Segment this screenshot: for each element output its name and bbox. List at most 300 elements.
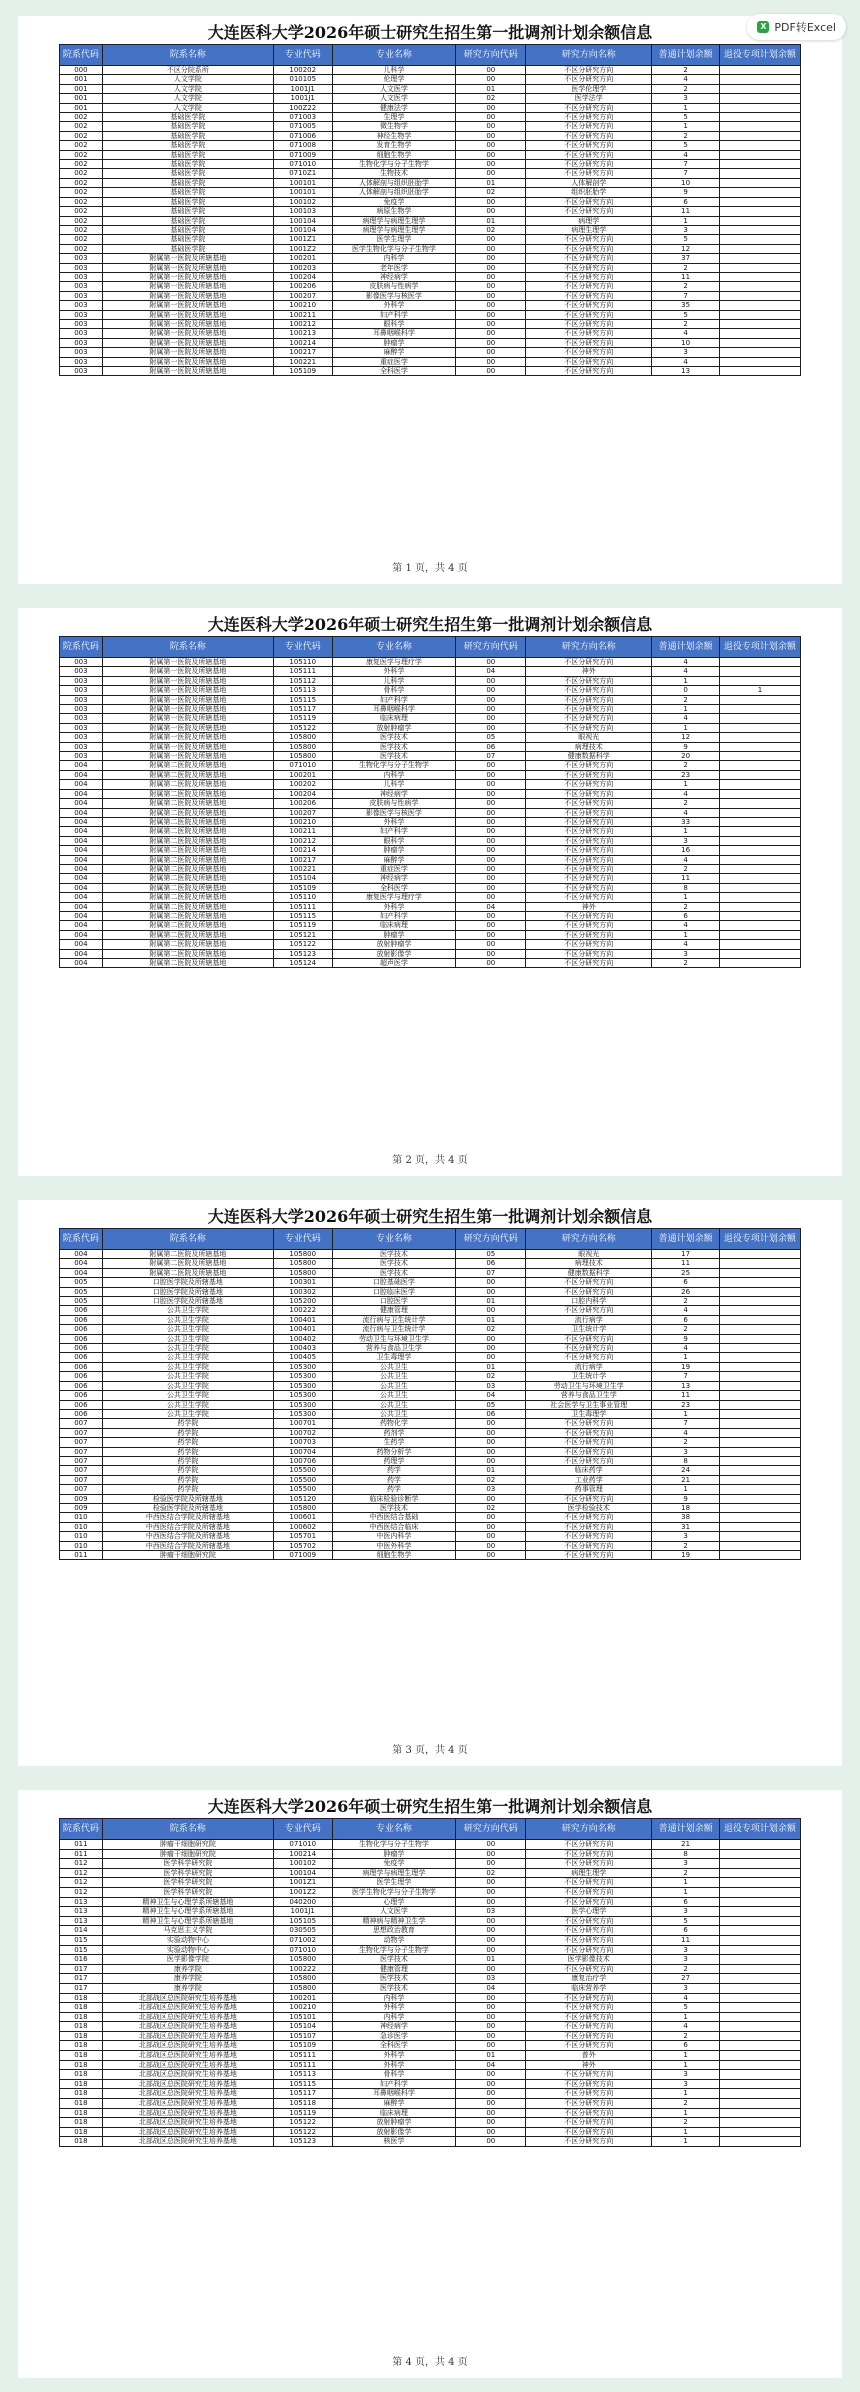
table-cell: 2 xyxy=(652,1964,720,1974)
table-cell: 105110 xyxy=(273,658,332,667)
table-row xyxy=(60,1897,801,1907)
table-cell: 病理技术 xyxy=(526,742,652,751)
table-cell xyxy=(719,1945,800,1955)
table-cell: 100104 xyxy=(273,1868,332,1878)
table-row xyxy=(60,84,801,93)
table-row xyxy=(60,855,801,864)
table-cell: 不区分研究方向 xyxy=(526,864,652,873)
table-cell: 00 xyxy=(456,113,526,122)
table-row xyxy=(60,2118,801,2128)
header-row xyxy=(60,45,801,66)
table-row xyxy=(60,733,801,742)
table-cell: 眼视光 xyxy=(526,733,652,742)
table-cell: 不区分研究方向 xyxy=(526,2041,652,2051)
table-row xyxy=(60,282,801,291)
table-cell: 100212 xyxy=(273,319,332,328)
table-cell: 不区分研究方向 xyxy=(526,789,652,798)
column-header: 研究方向代码 xyxy=(456,1819,526,1840)
table-cell: 105111 xyxy=(273,902,332,911)
table-cell: 不区分研究方向 xyxy=(526,1522,652,1531)
table-cell: 16 xyxy=(652,846,720,855)
table-cell: 不区分研究方向 xyxy=(526,2108,652,2118)
table-row xyxy=(60,94,801,103)
table-cell: 神经病学 xyxy=(332,789,456,798)
table-cell: 00 xyxy=(456,367,526,376)
table-cell: 基础医学院 xyxy=(102,178,273,187)
table-row xyxy=(60,921,801,930)
table-cell: 中西医结合基础 xyxy=(332,1513,456,1522)
table-cell xyxy=(719,329,800,338)
table-cell xyxy=(719,282,800,291)
table-cell: 105101 xyxy=(273,2012,332,2022)
table-cell: 3 xyxy=(652,1907,720,1917)
table-cell: 重症医学 xyxy=(332,357,456,366)
table-cell: 人体解剖与组织胚胎学 xyxy=(332,188,456,197)
table-cell: 不区分研究方向 xyxy=(526,2003,652,2013)
table-cell: 03 xyxy=(456,1907,526,1917)
table-cell: 010 xyxy=(60,1532,103,1541)
column-header: 院系代码 xyxy=(60,1229,103,1250)
table-cell: 004 xyxy=(60,902,103,911)
page-footer: 第 1 页，共 4 页 xyxy=(392,563,468,574)
table-cell: 附属第二医院及所辖基地 xyxy=(102,808,273,817)
table-cell: 018 xyxy=(60,2041,103,2051)
table-cell: 2 xyxy=(652,66,720,75)
table-cell: 100102 xyxy=(273,1859,332,1869)
table-cell: 04 xyxy=(456,1391,526,1400)
table-cell: 003 xyxy=(60,676,103,685)
table-cell: 004 xyxy=(60,940,103,949)
table-cell: 急诊医学 xyxy=(332,2031,456,2041)
table-cell: 马克思主义学院 xyxy=(102,1926,273,1936)
table-cell: 105500 xyxy=(273,1466,332,1475)
table-cell: 公共卫生学院 xyxy=(102,1325,273,1334)
table-cell: 附属第二医院及所辖基地 xyxy=(102,930,273,939)
table-cell: 04 xyxy=(456,667,526,676)
table-cell: 附属第一医院及所辖基地 xyxy=(102,282,273,291)
table-row xyxy=(60,197,801,206)
table-cell xyxy=(719,2031,800,2041)
table-cell: 中医内科学 xyxy=(332,1532,456,1541)
table-cell: 105105 xyxy=(273,1916,332,1926)
table-row xyxy=(60,319,801,328)
table-row xyxy=(60,1362,801,1371)
table-cell: 生物化学与分子生物学 xyxy=(332,160,456,169)
table-cell: 不区分院系所 xyxy=(102,66,273,75)
table-cell: 放射影像学 xyxy=(332,949,456,958)
table-cell: 018 xyxy=(60,2137,103,2147)
column-header: 研究方向代码 xyxy=(456,45,526,66)
column-header: 退役专项计划余额 xyxy=(719,1819,800,1840)
table-cell: 00 xyxy=(456,235,526,244)
table-cell xyxy=(719,1428,800,1437)
table-cell: 006 xyxy=(60,1391,103,1400)
table-cell: 4 xyxy=(652,1306,720,1315)
table-row xyxy=(60,150,801,159)
table-cell: 北部战区总医院研究生培养基地 xyxy=(102,2118,273,2128)
table-cell: 00 xyxy=(456,695,526,704)
table-cell: 00 xyxy=(456,160,526,169)
table-cell xyxy=(719,1419,800,1428)
column-header: 普通计划余额 xyxy=(652,637,720,658)
table-cell: 071003 xyxy=(273,113,332,122)
table-cell xyxy=(719,1840,800,1850)
table-cell: 105115 xyxy=(273,2079,332,2089)
table-cell: 附属第二医院及所辖基地 xyxy=(102,883,273,892)
column-header: 专业名称 xyxy=(332,45,456,66)
table-cell: 不区分研究方向 xyxy=(526,338,652,347)
table-cell: 2 xyxy=(652,263,720,272)
table-cell: 组织胚胎学 xyxy=(526,188,652,197)
table-cell: 5 xyxy=(652,141,720,150)
table-row xyxy=(60,1907,801,1917)
table-cell: 003 xyxy=(60,338,103,347)
table-cell: 100213 xyxy=(273,329,332,338)
table-cell: 100706 xyxy=(273,1456,332,1465)
table-cell: 00 xyxy=(456,66,526,75)
table-row xyxy=(60,235,801,244)
table-row xyxy=(60,723,801,732)
table-cell: 9 xyxy=(652,188,720,197)
table-cell: 口腔临床医学 xyxy=(332,1287,456,1296)
table-row xyxy=(60,291,801,300)
table-cell: 不区分研究方向 xyxy=(526,1945,652,1955)
table-row xyxy=(60,789,801,798)
table-cell: 00 xyxy=(456,1859,526,1869)
table-cell: 不区分研究方向 xyxy=(526,705,652,714)
table-cell xyxy=(719,1551,800,1560)
table-cell: 003 xyxy=(60,752,103,761)
table-cell: 00 xyxy=(456,799,526,808)
table-row xyxy=(60,949,801,958)
table-cell: 00 xyxy=(456,1887,526,1897)
table-cell: 劳动卫生与环境卫生学 xyxy=(332,1334,456,1343)
table-cell: 20 xyxy=(652,752,720,761)
table-cell: 07 xyxy=(456,1268,526,1277)
table-cell xyxy=(719,911,800,920)
table-cell: 不区分研究方向 xyxy=(526,2012,652,2022)
table-cell: 北部战区总医院研究生培养基地 xyxy=(102,2022,273,2032)
table-cell: 105115 xyxy=(273,911,332,920)
table-cell: 不区分研究方向 xyxy=(526,263,652,272)
table-cell xyxy=(719,1409,800,1418)
column-header: 退役专项计划余额 xyxy=(719,1229,800,1250)
column-header: 退役专项计划余额 xyxy=(719,637,800,658)
table-row xyxy=(60,1955,801,1965)
table-cell: 105800 xyxy=(273,742,332,751)
table-cell: 00 xyxy=(456,723,526,732)
table-cell: 药学 xyxy=(332,1485,456,1494)
table-cell: 00 xyxy=(456,2003,526,2013)
table-cell xyxy=(719,1868,800,1878)
column-header: 专业名称 xyxy=(332,637,456,658)
table-cell: 00 xyxy=(456,244,526,253)
table-cell xyxy=(719,780,800,789)
table-row xyxy=(60,1297,801,1306)
table-cell xyxy=(719,272,800,281)
table-cell: 005 xyxy=(60,1297,103,1306)
table-cell: 0710Z1 xyxy=(273,169,332,178)
table-cell: 附属第一医院及所辖基地 xyxy=(102,686,273,695)
table-cell: 00 xyxy=(456,1287,526,1296)
table-cell: 100211 xyxy=(273,310,332,319)
pdf-excel-icon: X xyxy=(757,21,769,33)
table-cell: 00 xyxy=(456,1878,526,1888)
table-cell: 5 xyxy=(652,235,720,244)
table-row xyxy=(60,714,801,723)
table-row xyxy=(60,1409,801,1418)
table-cell: 001 xyxy=(60,94,103,103)
table-cell: 11 xyxy=(652,1935,720,1945)
table-cell: 药学院 xyxy=(102,1447,273,1456)
table-cell: 00 xyxy=(456,1428,526,1437)
table-cell: 004 xyxy=(60,855,103,864)
table-cell: 105800 xyxy=(273,1983,332,1993)
table-cell: 中西医结合学院及所辖基地 xyxy=(102,1541,273,1550)
table-cell: 不区分研究方向 xyxy=(526,131,652,140)
table-cell: 100214 xyxy=(273,338,332,347)
table-cell: 附属第一医院及所辖基地 xyxy=(102,752,273,761)
table-cell: 004 xyxy=(60,770,103,779)
table-cell: 105110 xyxy=(273,893,332,902)
table-cell: 不区分研究方向 xyxy=(526,66,652,75)
table-cell: 药学院 xyxy=(102,1419,273,1428)
table-cell xyxy=(719,1400,800,1409)
table-cell: 神外 xyxy=(526,902,652,911)
page-2 xyxy=(18,608,842,1176)
table-row xyxy=(60,244,801,253)
table-cell: 38 xyxy=(652,1513,720,1522)
table-cell: 003 xyxy=(60,742,103,751)
table-cell xyxy=(719,367,800,376)
table-cell: 105104 xyxy=(273,2022,332,2032)
table-cell: 014 xyxy=(60,1926,103,1936)
table-cell: 医学影像学院 xyxy=(102,1955,273,1965)
table-row xyxy=(60,1945,801,1955)
table-cell: 医学技术 xyxy=(332,1983,456,1993)
table-cell xyxy=(719,1268,800,1277)
table-cell: 基础医学院 xyxy=(102,150,273,159)
table-cell: 北部战区总医院研究生培养基地 xyxy=(102,2127,273,2137)
table-cell: 004 xyxy=(60,780,103,789)
table-cell xyxy=(719,1926,800,1936)
table-row xyxy=(60,66,801,75)
table-cell xyxy=(719,1513,800,1522)
table-cell: 01 xyxy=(456,1955,526,1965)
table-cell: 00 xyxy=(456,1447,526,1456)
table-cell: 不区分研究方向 xyxy=(526,1897,652,1907)
table-cell xyxy=(719,2127,800,2137)
table-cell xyxy=(719,1466,800,1475)
table-cell: 18 xyxy=(652,1503,720,1512)
table-cell xyxy=(719,1541,800,1550)
table-row xyxy=(60,1513,801,1522)
table-cell: 附属第一医院及所辖基地 xyxy=(102,310,273,319)
table-cell: 不区分研究方向 xyxy=(526,1532,652,1541)
table-cell: 02 xyxy=(456,1503,526,1512)
table-cell xyxy=(719,263,800,272)
table-cell: 002 xyxy=(60,150,103,159)
table-cell: 不区分研究方向 xyxy=(526,930,652,939)
table-cell: 北部战区总医院研究生培养基地 xyxy=(102,2031,273,2041)
table-cell xyxy=(719,188,800,197)
table-cell: 2 xyxy=(652,1325,720,1334)
table-cell: 02 xyxy=(456,225,526,234)
table-row xyxy=(60,658,801,667)
table-cell: 北部战区总医院研究生培养基地 xyxy=(102,2012,273,2022)
table-cell: 105111 xyxy=(273,667,332,676)
table-cell: 4 xyxy=(652,808,720,817)
table-cell xyxy=(719,1916,800,1926)
table-cell: 105701 xyxy=(273,1532,332,1541)
table-cell: 2 xyxy=(652,1541,720,1550)
table-cell: 006 xyxy=(60,1334,103,1343)
table-cell: 010 xyxy=(60,1513,103,1522)
table-cell xyxy=(719,1315,800,1324)
table-cell xyxy=(719,141,800,150)
table-cell: 1 xyxy=(652,1353,720,1362)
table-cell xyxy=(719,348,800,357)
table-cell: 100704 xyxy=(273,1447,332,1456)
table-cell: 1001Z1 xyxy=(273,235,332,244)
table-cell xyxy=(719,1278,800,1287)
table-row xyxy=(60,883,801,892)
table-cell xyxy=(719,1503,800,1512)
table-cell: 附属第二医院及所辖基地 xyxy=(102,799,273,808)
table-cell: 不区分研究方向 xyxy=(526,169,652,178)
table-row xyxy=(60,1456,801,1465)
table-cell: 中西医结合学院及所辖基地 xyxy=(102,1513,273,1522)
table-cell: 000 xyxy=(60,66,103,75)
table-cell: 8 xyxy=(652,883,720,892)
allocation-table xyxy=(59,1228,801,1560)
table-cell xyxy=(719,1372,800,1381)
table-row xyxy=(60,1259,801,1268)
table-cell: 不区分研究方向 xyxy=(526,940,652,949)
table-cell: 00 xyxy=(456,817,526,826)
page-4 xyxy=(18,1790,842,2378)
table-cell: 9 xyxy=(652,1334,720,1343)
table-cell: 00 xyxy=(456,2041,526,2051)
table-cell xyxy=(719,2108,800,2118)
table-cell: 00 xyxy=(456,169,526,178)
table-cell xyxy=(719,2089,800,2099)
table-cell: 071002 xyxy=(273,1935,332,1945)
table-cell: 附属第二医院及所辖基地 xyxy=(102,893,273,902)
column-header: 专业名称 xyxy=(332,1819,456,1840)
page-1 xyxy=(18,16,842,584)
table-cell: 不区分研究方向 xyxy=(526,1456,652,1465)
table-cell: 105500 xyxy=(273,1485,332,1494)
table-cell: 100210 xyxy=(273,301,332,310)
table-cell: 011 xyxy=(60,1551,103,1560)
table-cell: 6 xyxy=(652,1315,720,1324)
table-cell: 00 xyxy=(456,770,526,779)
table-cell: 医学生物化学与分子生物学 xyxy=(332,1887,456,1897)
table-cell: 24 xyxy=(652,1466,720,1475)
table-cell: 19 xyxy=(652,1362,720,1371)
table-cell: 7 xyxy=(652,160,720,169)
table-row xyxy=(60,836,801,845)
table-cell: 不区分研究方向 xyxy=(526,1494,652,1503)
table-cell: 不区分研究方向 xyxy=(526,1840,652,1850)
table-cell: 附属第二医院及所辖基地 xyxy=(102,1250,273,1259)
table-cell: 105800 xyxy=(273,1268,332,1277)
table-cell: 105800 xyxy=(273,1503,332,1512)
table-cell: 药学 xyxy=(332,1466,456,1475)
table-cell: 017 xyxy=(60,1964,103,1974)
table-cell: 105121 xyxy=(273,930,332,939)
table-row xyxy=(60,1381,801,1390)
table-cell xyxy=(719,1983,800,1993)
table-cell: 105200 xyxy=(273,1297,332,1306)
table-cell: 外科学 xyxy=(332,667,456,676)
table-cell: 临床检验诊断学 xyxy=(332,1494,456,1503)
table-cell: 基础医学院 xyxy=(102,197,273,206)
table-row xyxy=(60,1315,801,1324)
table-row xyxy=(60,1849,801,1859)
table-cell: 1 xyxy=(652,780,720,789)
table-cell: 2 xyxy=(652,2031,720,2041)
table-cell xyxy=(719,150,800,159)
table-cell: 002 xyxy=(60,141,103,150)
table-cell: 00 xyxy=(456,2118,526,2128)
table-cell: 不区分研究方向 xyxy=(526,150,652,159)
table-cell: 002 xyxy=(60,207,103,216)
table-cell: 内科学 xyxy=(332,770,456,779)
table-cell: 耳鼻咽喉科学 xyxy=(332,2089,456,2099)
table-cell: 4 xyxy=(652,1993,720,2003)
table-cell: 018 xyxy=(60,2060,103,2070)
table-cell: 医学生理学 xyxy=(332,235,456,244)
table-cell: 00 xyxy=(456,676,526,685)
table-cell: 医学科学研究院 xyxy=(102,1859,273,1869)
table-cell: 1 xyxy=(652,676,720,685)
table-cell xyxy=(719,695,800,704)
table-cell: 临床病理 xyxy=(332,2108,456,2118)
table-cell: 013 xyxy=(60,1916,103,1926)
table-cell: 001 xyxy=(60,75,103,84)
table-cell: 1 xyxy=(652,827,720,836)
table-cell: 007 xyxy=(60,1456,103,1465)
table-row xyxy=(60,1503,801,1512)
pdf-to-excel-button[interactable] xyxy=(747,14,846,40)
table-cell: 100204 xyxy=(273,789,332,798)
table-row xyxy=(60,742,801,751)
table-cell: 卫生统计学 xyxy=(526,1325,652,1334)
table-cell: 附属第二医院及所辖基地 xyxy=(102,855,273,864)
table-cell: 00 xyxy=(456,940,526,949)
table-cell: 2 xyxy=(652,131,720,140)
table-cell: 00 xyxy=(456,1897,526,1907)
table-cell: 附属第一医院及所辖基地 xyxy=(102,733,273,742)
table-cell: 不区分研究方向 xyxy=(526,1447,652,1456)
table-row xyxy=(60,338,801,347)
table-cell xyxy=(719,921,800,930)
table-cell: 015 xyxy=(60,1935,103,1945)
table-row xyxy=(60,1541,801,1550)
table-cell: 不区分研究方向 xyxy=(526,1419,652,1428)
page-footer: 第 3 页，共 4 页 xyxy=(392,1745,468,1756)
table-cell xyxy=(719,254,800,263)
table-cell: 病理技术 xyxy=(526,1259,652,1268)
table-cell: 002 xyxy=(60,160,103,169)
table-cell: 19 xyxy=(652,1551,720,1560)
table-cell: 人体解剖学 xyxy=(526,178,652,187)
table-cell: 放射影像学 xyxy=(332,2127,456,2137)
table-cell: 药学院 xyxy=(102,1428,273,1437)
table-cell: 肿瘤干细胞研究院 xyxy=(102,1551,273,1560)
